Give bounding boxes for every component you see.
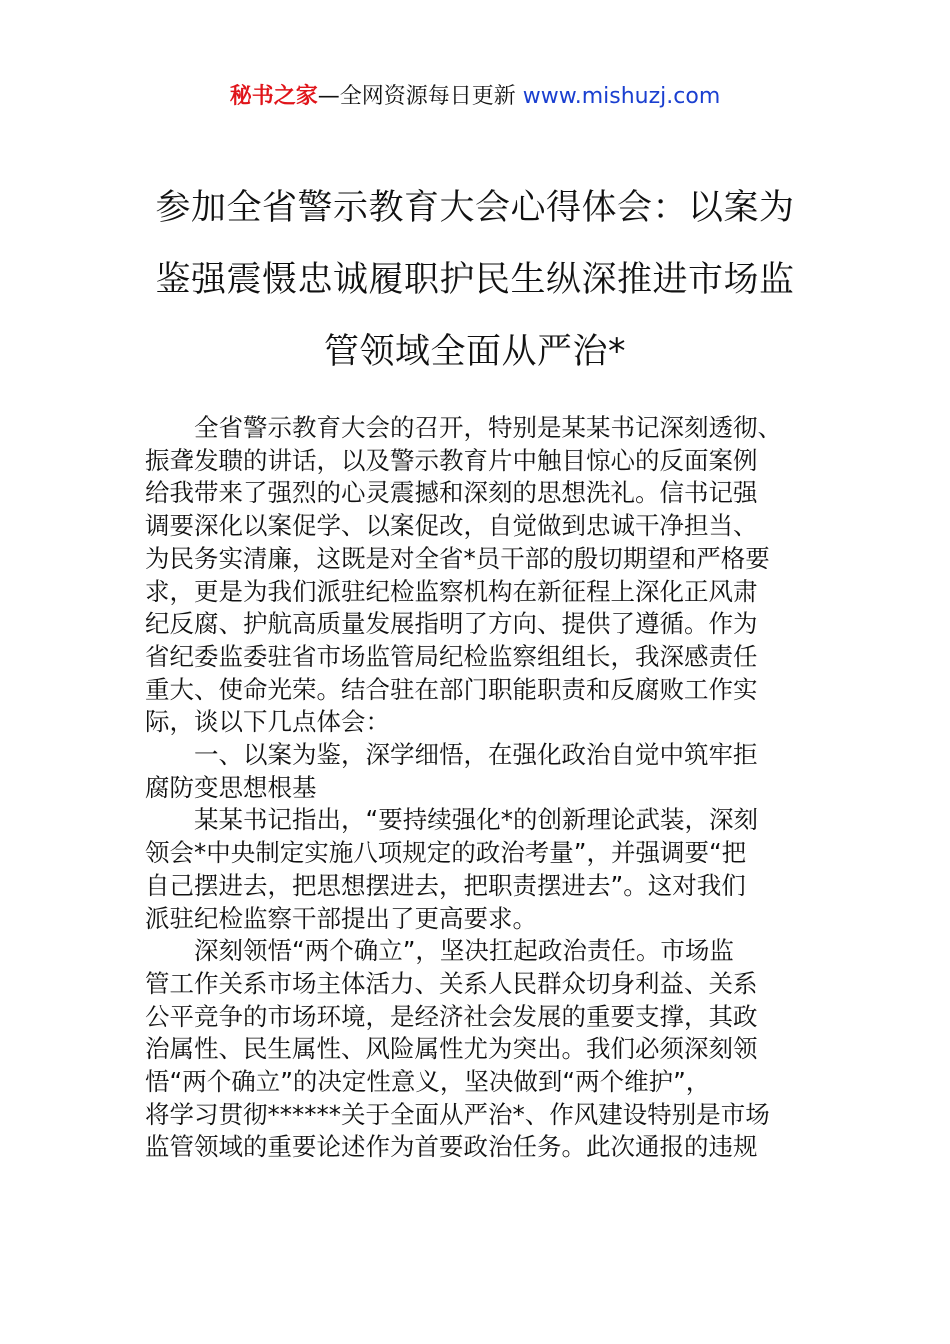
body-line: 省纪委监委驻省市场监管局纪检监察组组长，我深感责任 — [145, 641, 758, 671]
body-line: 某某书记指出，“要持续强化*的创新理论武装，深刻 — [194, 805, 758, 835]
section-heading-line: 一、以案为鉴，深学细悟，在强化政治自觉中筑牢拒 — [194, 740, 758, 770]
body-line: 派驻纪检监察干部提出了更高要求。 — [145, 903, 537, 933]
document-title — [120, 172, 830, 388]
body-line: 悟“两个确立”的决定性意义，坚决做到“两个维护”， — [145, 1067, 711, 1097]
body-line: 治属性、民生属性、风险属性尤为突出。我们必须深刻领 — [145, 1034, 758, 1064]
body-line: 际，谈以下几点体会： — [145, 707, 390, 737]
body-line: 为民务实清廉，这既是对全省*员干部的殷切期望和严格要 — [145, 543, 770, 573]
section-heading-line: 腐防变思想根基 — [145, 772, 317, 802]
site-header — [0, 80, 950, 114]
body-line: 自己摆进去，把思想摆进去，把职责摆进去”。这对我们 — [145, 870, 746, 900]
site-url-link[interactable]: www.mishuzj.com — [522, 84, 721, 109]
body-line: 纪反腐、护航高质量发展指明了方向、提供了遵循。作为 — [145, 609, 758, 639]
title-line: 管领域全面从严治* — [323, 332, 626, 372]
body-line: 全省警示教育大会的召开，特别是某某书记深刻透彻、 — [194, 413, 782, 442]
body-line: 调要深化以案促学、以案促改，自觉做到忠诚干净担当、 — [145, 511, 758, 541]
body-line: 深刻领悟“两个确立”，坚决扛起政治责任。市场监 — [194, 936, 734, 966]
site-brand: 秘书之家 — [229, 84, 318, 109]
body-line: 重大、使命光荣。结合驻在部门职能职责和反腐败工作实 — [145, 674, 758, 704]
body-line: 公平竞争的市场环境，是经济社会发展的重要支撑，其政 — [145, 1001, 758, 1031]
title-line: 鉴强震慑忠诚履职护民生纵深推进市场监 — [155, 260, 795, 300]
body-line: 监管领域的重要论述作为首要政治任务。此次通报的违规 — [145, 1132, 758, 1162]
title-line: 参加全省警示教育大会心得体会：以案为 — [155, 188, 795, 228]
body-line: 领会*中央制定实施八项规定的政治考量”，并强调要“把 — [145, 838, 747, 868]
body-line: 振聋发聩的讲话，以及警示教育片中触目惊心的反面案例 — [145, 445, 758, 475]
body-line: 将学习贯彻******关于全面从严治*、作风建设特别是市场 — [145, 1099, 770, 1129]
body-line: 给我带来了强烈的心灵震撼和深刻的思想洗礼。信书记强 — [145, 478, 758, 508]
body-line: 管工作关系市场主体活力、关系人民群众切身利益、关系 — [145, 968, 758, 998]
document-body — [145, 412, 825, 1164]
body-line: 求，更是为我们派驻纪检监察机构在新征程上深化正风肃 — [145, 576, 758, 606]
site-slogan: —全网资源每日更新 — [317, 84, 523, 109]
